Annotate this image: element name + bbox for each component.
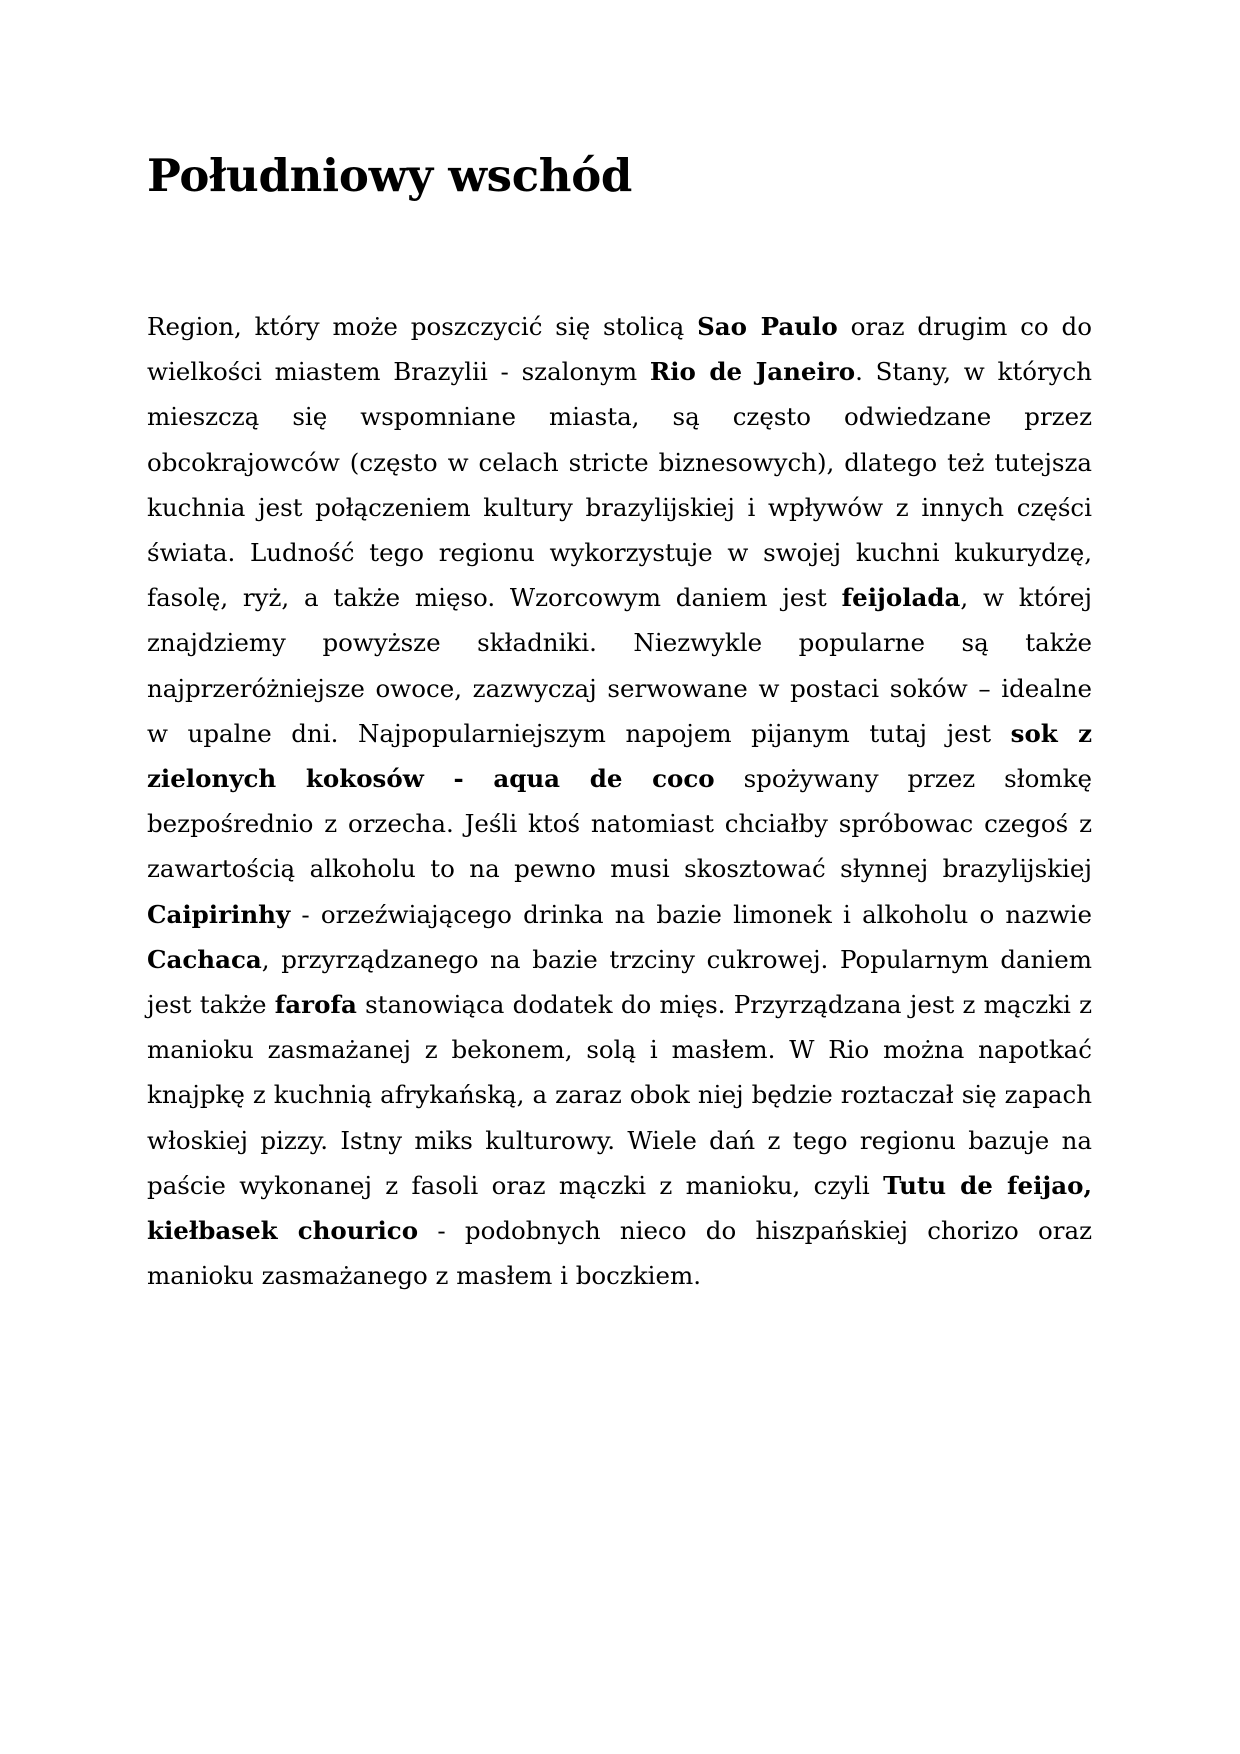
bold-text-run: Caipirinhy (147, 899, 291, 929)
text-run: stanowiąca dodatek do mięs. Przyrządzana jest z mączki z manioku zasmażanej z bekonem, solą i masłem. W Rio można napotkać knajpkę z kuchnią afrykańską, a zaraz obok niej będzie roztaczał się zapach włoskiej pizzy. Istny miks kulturowy. Wiele dań z tego regionu bazuje na paście wykonanej z fasoli oraz mączki z manioku, czyli (147, 990, 1092, 1200)
text-run: . Stany, w których mieszczą się wspomniane miasta, są często odwiedzane przez obcokrajowców (często w celach stricte biznesowych), dlatego też tutejsza kuchnia jest połączeniem kultury brazylijskiej i wpływów z innych części świata. Ludność tego regionu wykorzystuje w swojej kuchni kukurydzę, fasolę, ryż, a także mięso. Wzorcowym daniem jest (147, 357, 1092, 613)
text-run: spożywany przez słomkę bezpośrednio z orzecha. Jeśli ktoś natomiast chciałby spróbowac czegoś z zawartością alkoholu to na pewno musi skosztować słynnej brazylijskiej (147, 764, 1092, 884)
bold-text-run: Tutu de feijao, kiełbasek chourico (147, 1170, 1092, 1246)
text-run: oraz drugim co do wielkości miastem Brazylii - szalonym (147, 312, 1092, 387)
text-run: - orzeźwiającego drinka na bazie limonek i alkoholu o nazwie (290, 899, 1092, 929)
text-run: Region, który może poszczycić się stolicą (147, 312, 698, 341)
bold-text-run: sok z zielonych kokosów - aqua de coco (147, 718, 1092, 794)
text-run: , w której znajdziemy powyższe składniki. Niezwykle popularne są także najprzeróżniejsze owoce, zazwyczaj serwowane w postaci soków – idealne w upalne dni. Najpopularniejszym napojem pijanym tutaj jest (147, 583, 1092, 748)
bold-text-run: Rio de Janeiro (649, 357, 856, 387)
text-run: - podobnych nieco do hiszpańskiej chorizo oraz manioku zasmażanego z masłem i boczkiem. (147, 1216, 1093, 1291)
page-title: Południowy wschód (147, 149, 633, 202)
body-paragraph (147, 304, 1092, 1298)
text-run: , przyrządzanego na bazie trzciny cukrowej. Popularnym daniem jest także (147, 944, 1092, 1020)
bold-text-run: Cachaca (147, 944, 262, 974)
bold-text-run: Sao Paulo (697, 312, 838, 341)
bold-text-run: farofa (274, 990, 357, 1020)
bold-text-run: feijolada (841, 583, 961, 613)
